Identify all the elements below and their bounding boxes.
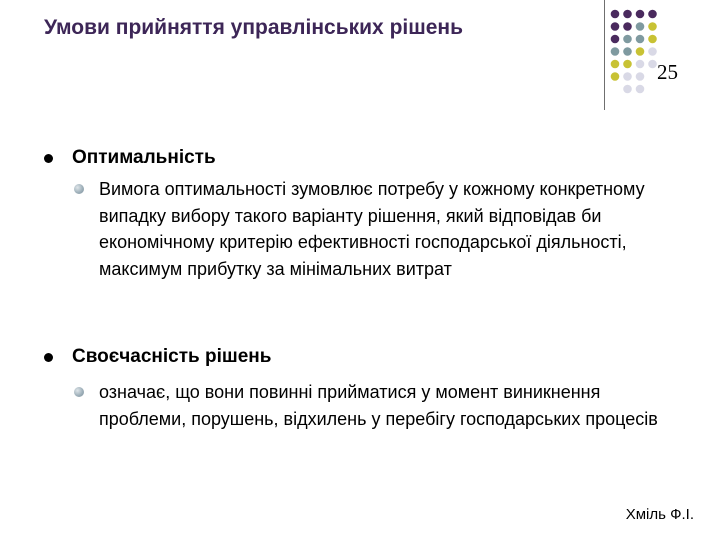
- decorative-dot: [636, 22, 645, 31]
- bullet-heading: Своєчасність рішень: [72, 346, 272, 367]
- decorative-dot: [611, 47, 620, 56]
- decorative-dot: [648, 60, 657, 69]
- page-number: 25: [657, 60, 678, 84]
- decorative-dot: [636, 85, 645, 94]
- decorative-dot: [648, 35, 657, 44]
- header-divider: [604, 0, 605, 110]
- decorative-dot: [648, 47, 657, 56]
- sub-bullet-text: означає, що вони повинні прийматися у момент виникнення проблеми, порушень, відхилень у перебігу господарських процесів: [99, 382, 658, 429]
- bullet-heading: Оптимальність: [72, 147, 216, 168]
- bullet-dot-icon: [44, 353, 53, 362]
- decorative-dot: [611, 10, 620, 19]
- decorative-dot: [611, 72, 620, 81]
- bullet-dot-icon: [44, 154, 53, 163]
- decorative-dot: [623, 35, 632, 44]
- decorative-dot: [623, 22, 632, 31]
- decorative-dot: [636, 72, 645, 81]
- decorative-dot: [623, 10, 632, 19]
- decorative-dot: [636, 35, 645, 44]
- sub-bullet-dot-icon: [74, 387, 84, 397]
- decorative-dot: [636, 47, 645, 56]
- decorative-dot: [611, 35, 620, 44]
- decorative-dot: [623, 47, 632, 56]
- slide-title: Умови прийняття управлінських рішень: [44, 16, 464, 39]
- decorative-dot: [636, 10, 645, 19]
- sub-bullet-dot-icon: [74, 184, 84, 194]
- footer-author: Хміль Ф.І.: [625, 506, 694, 523]
- decorative-dot: [611, 60, 620, 69]
- decorative-dot: [623, 60, 632, 69]
- decorative-dot: [636, 60, 645, 69]
- decorative-dot: [623, 85, 632, 94]
- decorative-dot: [648, 10, 657, 19]
- decorative-dot: [623, 72, 632, 81]
- decorative-dot: [611, 22, 620, 31]
- sub-bullet-text: Вимога оптимальності зумовлює потребу у кожному конкретному випадку вибору такого варіанту рішення, який відповідав би економічному критерію ефективності господарської діяльності, максимум прибутку за мінімальних витрат: [99, 179, 645, 279]
- decorative-dot: [648, 22, 657, 31]
